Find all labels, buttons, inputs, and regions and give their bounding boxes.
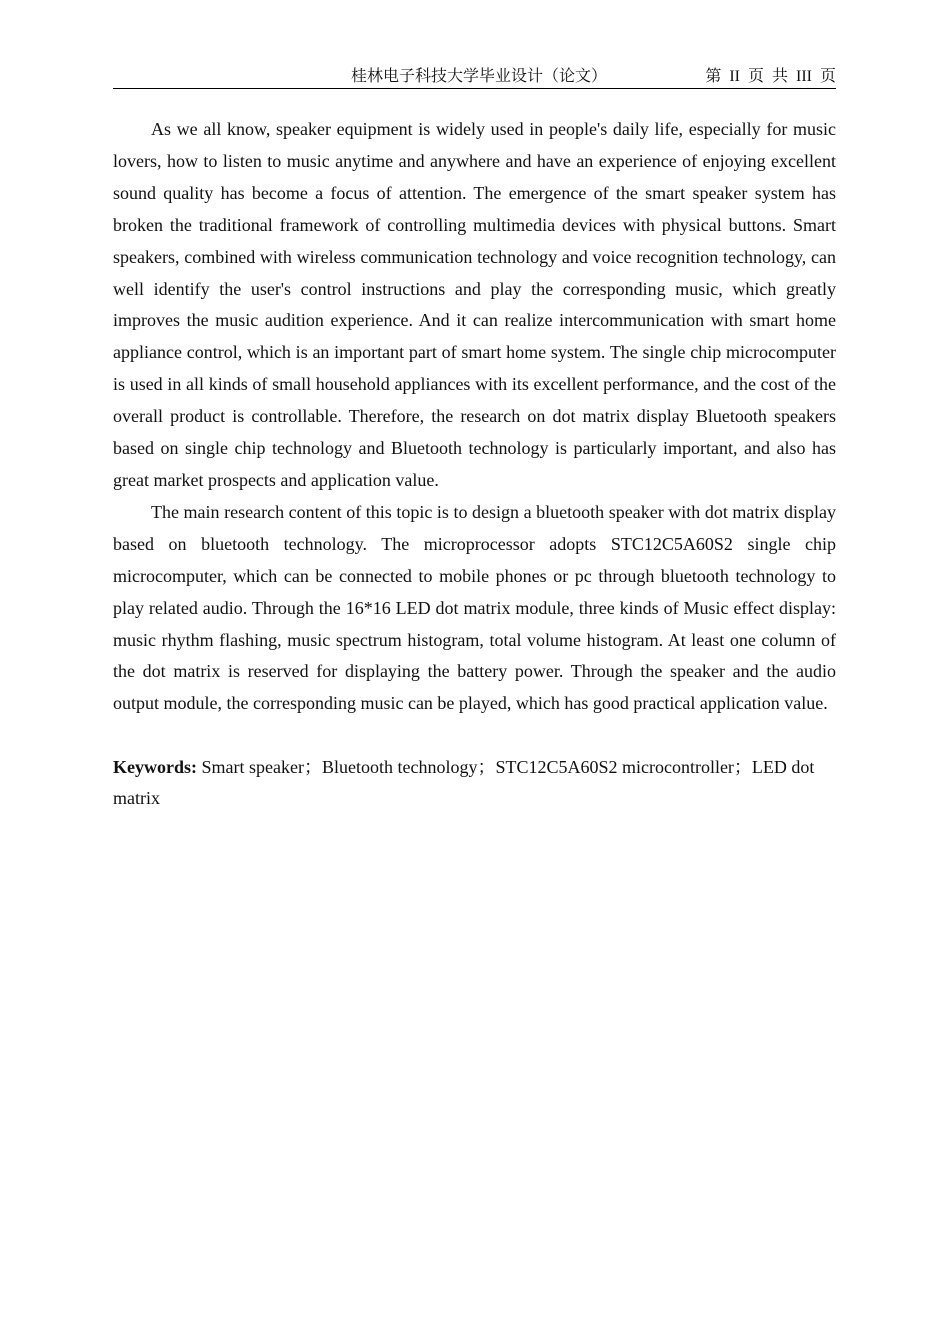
header-school-title: 桂林电子科技大学毕业设计（论文） [351,68,608,85]
keywords-label: Keywords: [113,757,197,778]
abstract-paragraph-2: The main research content of this topic is to design a bluetooth speaker with dot matrix display based on bluetooth technology. The microprocessor adopts STC12C5A60S2 single chip microcomputer, which can be connected to mobile phones or pc through bluetooth technology to play related audio. Through the 16*16 LED dot matrix module, three kinds of Music effect display: music rhythm flashing, music spectrum histogram, total volume histogram. At least one column of the dot matrix is reserved for displaying the battery power. Through the speaker and the audio output module, the corresponding music can be played, which has good practical application value. [113,501,836,714]
page-header [113,68,836,89]
abstract-body [113,114,836,814]
keywords-text: Smart speaker；Bluetooth technology；STC12C5A60S2 microcontroller；LED dot matrix [113,757,815,809]
header-page-number: 第 II 页 共 III 页 [705,68,836,85]
abstract-paragraph-1: As we all know, speaker equipment is widely used in people's daily life, especially for music lovers, how to listen to music anytime and anywhere and have an experience of enjoying excellent sound quality has become a focus of attention. The emergence of the smart speaker system has broken the traditional framework of controlling multimedia devices with physical buttons. Smart speakers, combined with wireless communication technology and voice recognition technology, can well identify the user's control instructions and play the corresponding music, which greatly improves the music audition experience. And it can realize intercommunication with smart home appliance control, which is an important part of smart home system. The single chip microcomputer is used in all kinds of small household appliances with its excellent performance, and the cost of the overall product is controllable. Therefore, the research on dot matrix display Bluetooth speakers based on single chip technology and Bluetooth technology is particularly important, and also has great market prospects and application value. [113,119,836,490]
keywords-line [113,752,836,814]
